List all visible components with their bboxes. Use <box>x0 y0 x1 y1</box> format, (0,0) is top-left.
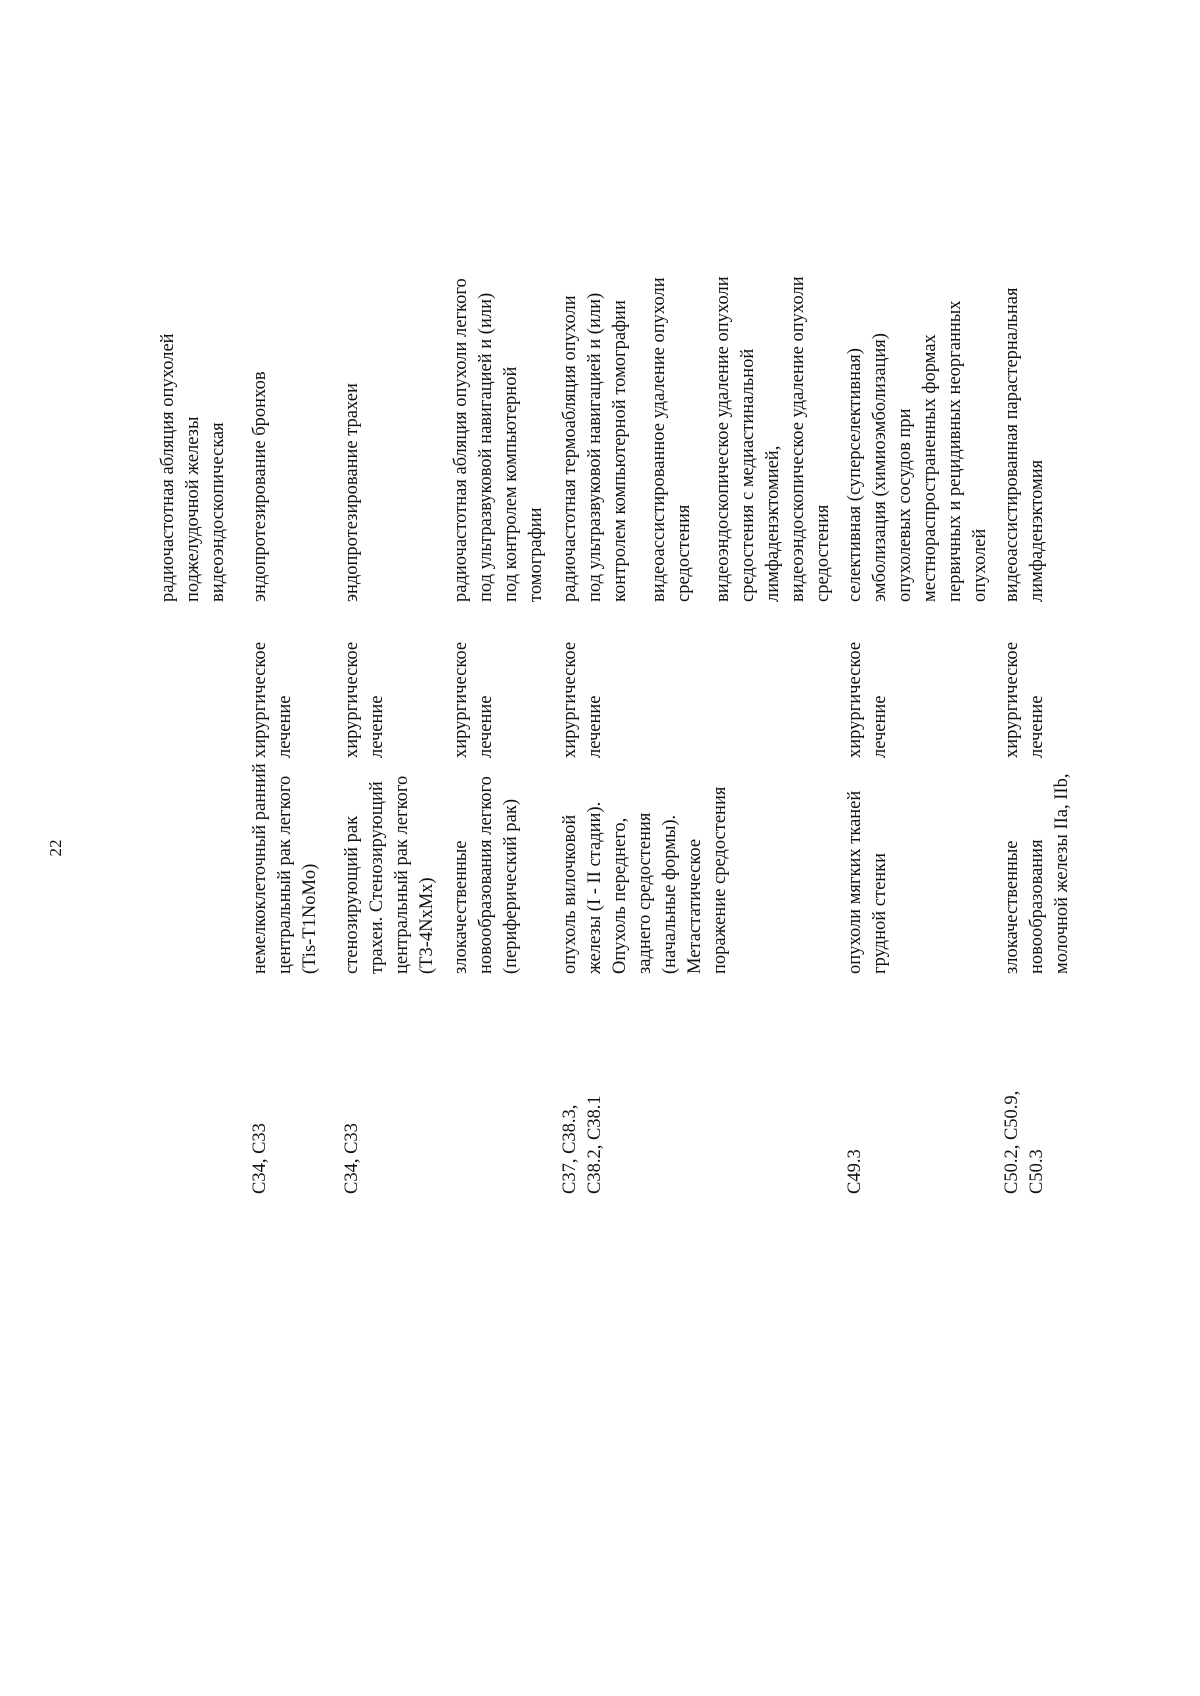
cell-line: видеоэндоскопическая <box>208 422 228 602</box>
cell-line: радиочастотная абляция опухоли легкого <box>451 278 471 602</box>
cell-line: под ультразвуковой навигацией и (или) <box>476 292 496 602</box>
cell-diagnosis <box>340 774 440 974</box>
cell-line: C34, C33 <box>342 1123 362 1194</box>
cell-line: средостения с медиастинальной <box>738 348 758 602</box>
cell-code <box>1000 1014 1050 1194</box>
cell-line: (Tis-T1NoMo) <box>300 863 320 974</box>
cell-line: (периферический рак) <box>501 799 521 974</box>
cell-line: стенозирующий рак <box>342 815 362 974</box>
cell-line: опухоли мягких тканей <box>845 790 865 974</box>
cell-line: C50.3 <box>1027 1149 1047 1194</box>
method-paragraph <box>340 222 365 602</box>
cell-diagnosis <box>248 763 323 974</box>
cell-line: хирургическое <box>451 641 471 758</box>
method-paragraph <box>1000 222 1050 602</box>
cell-diagnosis <box>843 774 893 974</box>
cell-line: лечение <box>870 695 890 758</box>
cell-line: молочной железы IIa, IIb, <box>1052 773 1072 974</box>
cell-line: средостения <box>674 504 694 602</box>
method-paragraph <box>843 222 993 602</box>
cell-line: центральный рак легкого <box>392 775 412 974</box>
cell-line: опухолевых сосудов при <box>895 408 915 602</box>
cell-treatment <box>558 602 608 758</box>
cell-treatment <box>340 602 390 758</box>
cell-methods <box>843 222 993 602</box>
cell-line: хирургическое <box>1002 641 1022 758</box>
cell-line: селективная (суперселективная) <box>845 348 865 602</box>
cell-line: лечение <box>585 695 605 758</box>
cell-line: Метастатическое <box>685 838 705 974</box>
cell-line: поджелудочной железы <box>183 416 203 602</box>
cell-diagnosis <box>558 774 733 974</box>
cell-line: лимфаденэктомия <box>1027 459 1047 602</box>
cell-line: хирургическое <box>250 641 270 758</box>
cell-line: грудной стенки <box>870 852 890 974</box>
cell-line: лимфаденэктомией, <box>763 445 783 602</box>
cell-treatment <box>843 602 893 758</box>
cell-code <box>248 1014 273 1194</box>
method-paragraph <box>711 222 836 602</box>
cell-line: C38.2, C38.1 <box>585 1095 605 1194</box>
cell-line: заднего средостения <box>635 812 655 974</box>
cell-code <box>843 1014 868 1194</box>
cell-treatment <box>1000 602 1050 758</box>
cell-line: опухоль вилочковой <box>560 814 580 974</box>
cell-line: железы (I - II стадии). <box>585 801 605 974</box>
cell-line: центральный рак легкого <box>275 775 295 974</box>
cell-line: местнораспространенных формах <box>920 334 940 602</box>
cell-line: Опухоль переднего, <box>610 817 630 974</box>
cell-line: хирургическое <box>845 641 865 758</box>
cell-line: лечение <box>476 695 496 758</box>
cell-treatment <box>248 602 298 758</box>
method-paragraph <box>156 222 231 602</box>
cell-line: C49.3 <box>845 1149 865 1194</box>
cell-line: злокачественные <box>1002 840 1022 974</box>
cell-line: эндопротезирование бронхов <box>250 371 270 602</box>
cell-line: опухолей <box>970 528 990 602</box>
cell-line: первичных и рецидивных неорганных <box>945 300 965 602</box>
cell-line: C37, C38.3, <box>560 1104 580 1194</box>
cell-line: поражение средостения <box>710 786 730 974</box>
cell-methods <box>340 222 365 602</box>
method-paragraph <box>558 222 633 602</box>
cell-line: злокачественные <box>451 840 471 974</box>
cell-line: хирургическое <box>560 641 580 758</box>
cell-line: радиочастотная термоабляция опухоли <box>560 295 580 602</box>
cell-diagnosis <box>449 774 524 974</box>
cell-line: трахеи. Стенозирующий <box>367 781 387 974</box>
cell-methods <box>156 222 231 602</box>
cell-line: новообразования <box>1027 839 1047 974</box>
cell-line: немелкоклеточный ранний <box>250 763 270 974</box>
cell-methods <box>449 222 549 602</box>
cell-code <box>558 1014 608 1194</box>
cell-line: лечение <box>367 695 387 758</box>
cell-line: под ультразвуковой навигацией и (или) <box>585 292 605 602</box>
cell-line: томографии <box>526 507 546 602</box>
cell-line: (начальные формы). <box>660 814 680 974</box>
method-paragraph <box>449 222 549 602</box>
cell-treatment <box>449 602 499 758</box>
cell-line: видеоассистированное удаление опухоли <box>649 277 669 602</box>
cell-line: видеоэндоскопическое удаление опухоли <box>713 276 733 602</box>
cell-methods <box>1000 222 1050 602</box>
cell-line: эмболизация (химиоэмболизация) <box>870 333 890 602</box>
cell-line: хирургическое <box>342 641 362 758</box>
cell-diagnosis <box>1000 774 1075 974</box>
cell-methods <box>248 222 273 602</box>
cell-line: радиочастотная абляция опухолей <box>158 333 178 602</box>
cell-line: видеоассистированная парастернальная <box>1002 287 1022 602</box>
cell-line: C50.2, C50.9, <box>1002 1090 1022 1194</box>
cell-line: (T3-4NxMx) <box>417 877 437 974</box>
page-number: 22 <box>46 839 65 857</box>
cell-line: под контролем компьютерной <box>501 366 521 602</box>
cell-line: C34, C33 <box>250 1123 270 1194</box>
cell-line: новообразования легкого <box>476 776 496 974</box>
method-paragraph <box>647 222 697 602</box>
cell-line: контролем компьютерной томографии <box>610 300 630 602</box>
cell-code <box>340 1014 365 1194</box>
cell-line: лечение <box>1027 695 1047 758</box>
cell-methods <box>558 222 836 602</box>
cell-line: лечение <box>275 695 295 758</box>
cell-line: средостения <box>813 504 833 602</box>
cell-line: видеоэндоскопическое удаление опухоли <box>788 276 808 602</box>
cell-line: эндопротезирование трахеи <box>342 383 362 602</box>
rotated-table <box>140 0 1072 1194</box>
method-paragraph <box>248 222 273 602</box>
